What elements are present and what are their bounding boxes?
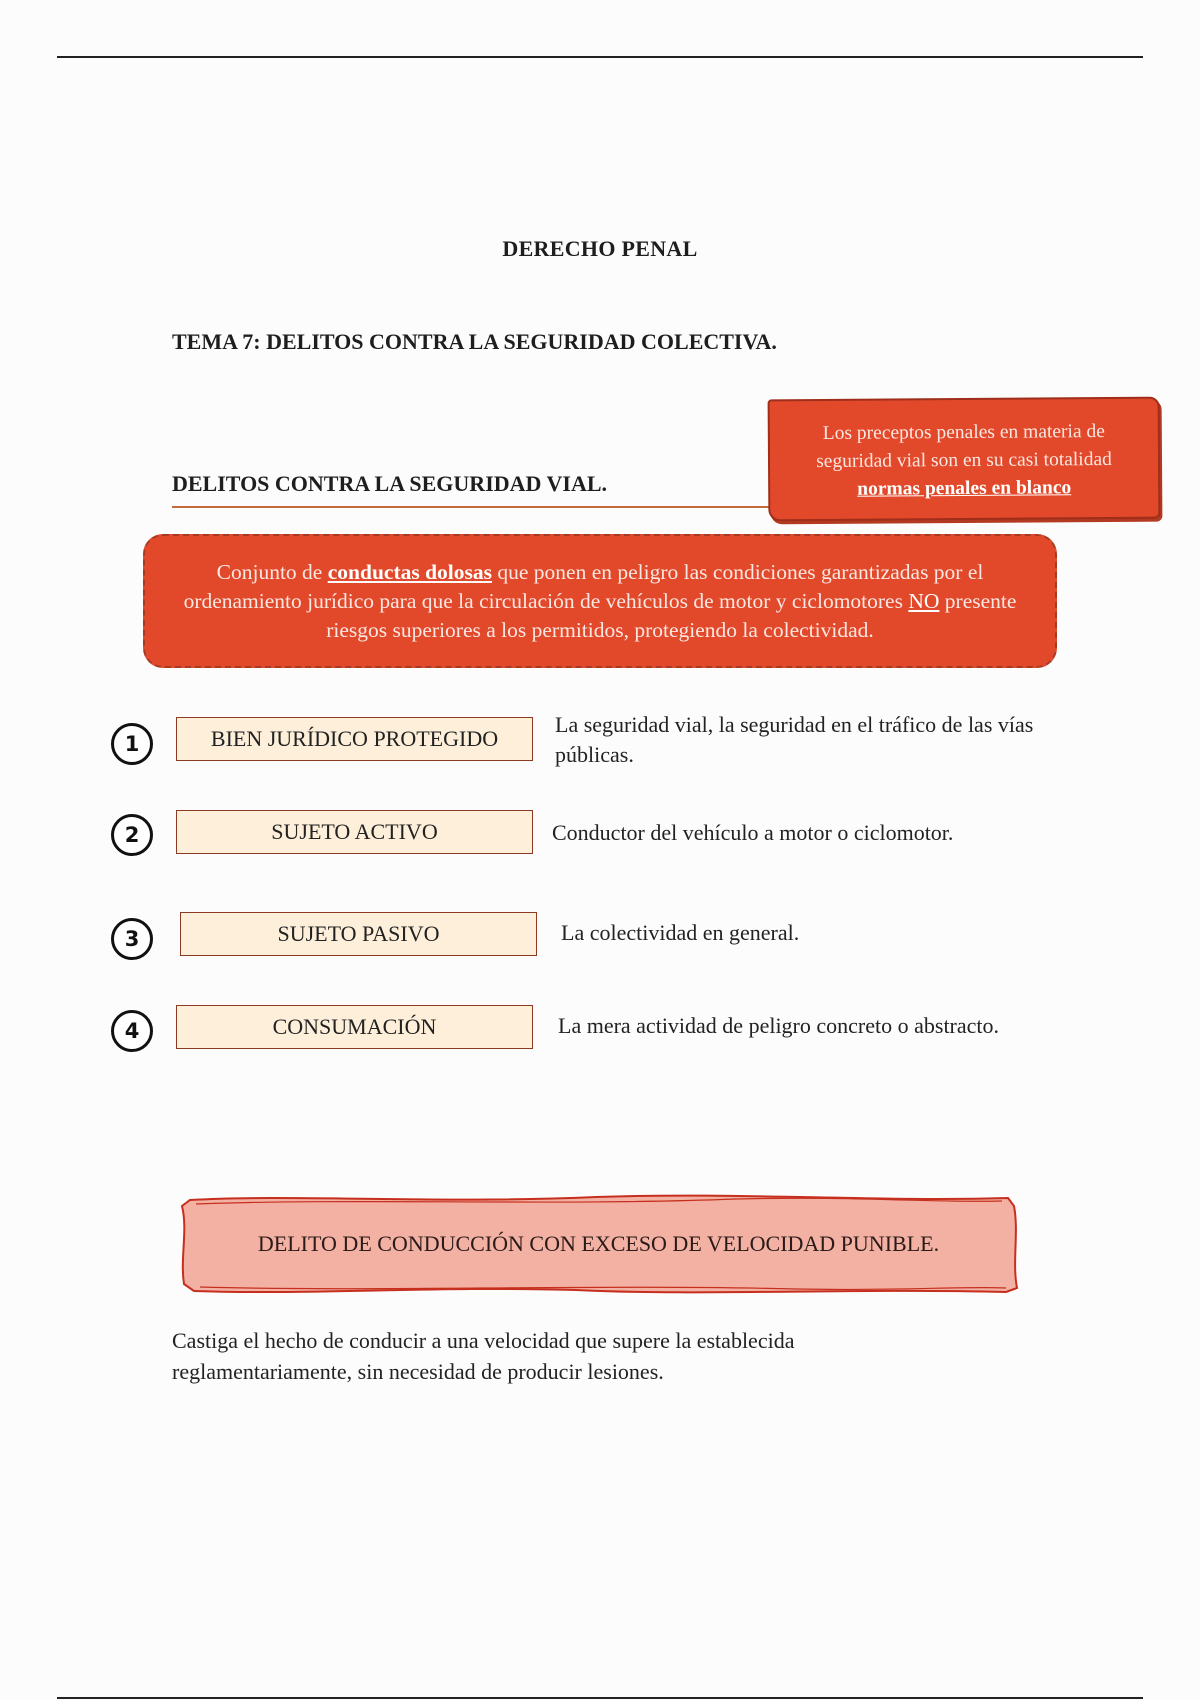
item-number-4: 4	[111, 1010, 153, 1052]
item-number-1: 1	[111, 723, 153, 765]
item-description-3: La colectividad en general.	[561, 920, 800, 945]
item-number-3: 3	[111, 918, 153, 960]
top-rule	[57, 56, 1143, 58]
topic-title: TEMA 7: DELITOS CONTRA LA SEGURIDAD COLECTIVA.	[172, 329, 777, 354]
callout-note-text: Los preceptos penales en materia de seguridad vial son en su casi totalidad	[816, 421, 1112, 473]
section-underline	[172, 506, 774, 508]
item-number-2: 2	[111, 814, 153, 856]
definition-underline: NO	[908, 589, 940, 613]
subsection-paragraph: Castiga el hecho de conducir a una velocidad que supere la establecida reglamentariamente, sin necesidad de producir lesiones.	[172, 1328, 795, 1384]
definition-text-2: que ponen en peligro las condiciones garantizadas por el ordenamiento jurídico para que la circulación de vehículos de motor y ciclomotores	[183, 560, 984, 613]
definition-emphasis: conductas dolosas	[327, 560, 493, 584]
bottom-rule	[57, 1697, 1143, 1699]
subsection-heading: DELITO DE CONDUCCIÓN CON EXCESO DE VELOCIDAD PUNIBLE.	[257, 1231, 940, 1256]
callout-note-emphasis: normas penales en blanco	[857, 477, 1072, 500]
definition-box	[143, 534, 1057, 668]
definition-text-1: Conjunto de	[216, 560, 328, 584]
item-description-2: Conductor del vehículo a motor o ciclomotor.	[552, 820, 954, 845]
item-label-3: SUJETO PASIVO	[180, 912, 537, 956]
item-label-2: SUJETO ACTIVO	[176, 810, 533, 854]
document-title: DERECHO PENAL	[502, 236, 698, 261]
item-description-1: La seguridad vial, la seguridad en el tráfico de las vías públicas.	[555, 712, 1034, 767]
item-description-4: La mera actividad de peligro concreto o abstracto.	[558, 1013, 1000, 1038]
definition-text-3: presente riesgos superiores a los permitidos, protegiendo la colectividad.	[326, 589, 1017, 642]
section-heading: DELITOS CONTRA LA SEGURIDAD VIAL.	[172, 471, 608, 496]
item-label-4: CONSUMACIÓN	[176, 1005, 533, 1049]
subsection-heading-box	[176, 1192, 1021, 1296]
item-label-1: BIEN JURÍDICO PROTEGIDO	[176, 717, 533, 761]
callout-note	[768, 397, 1161, 522]
